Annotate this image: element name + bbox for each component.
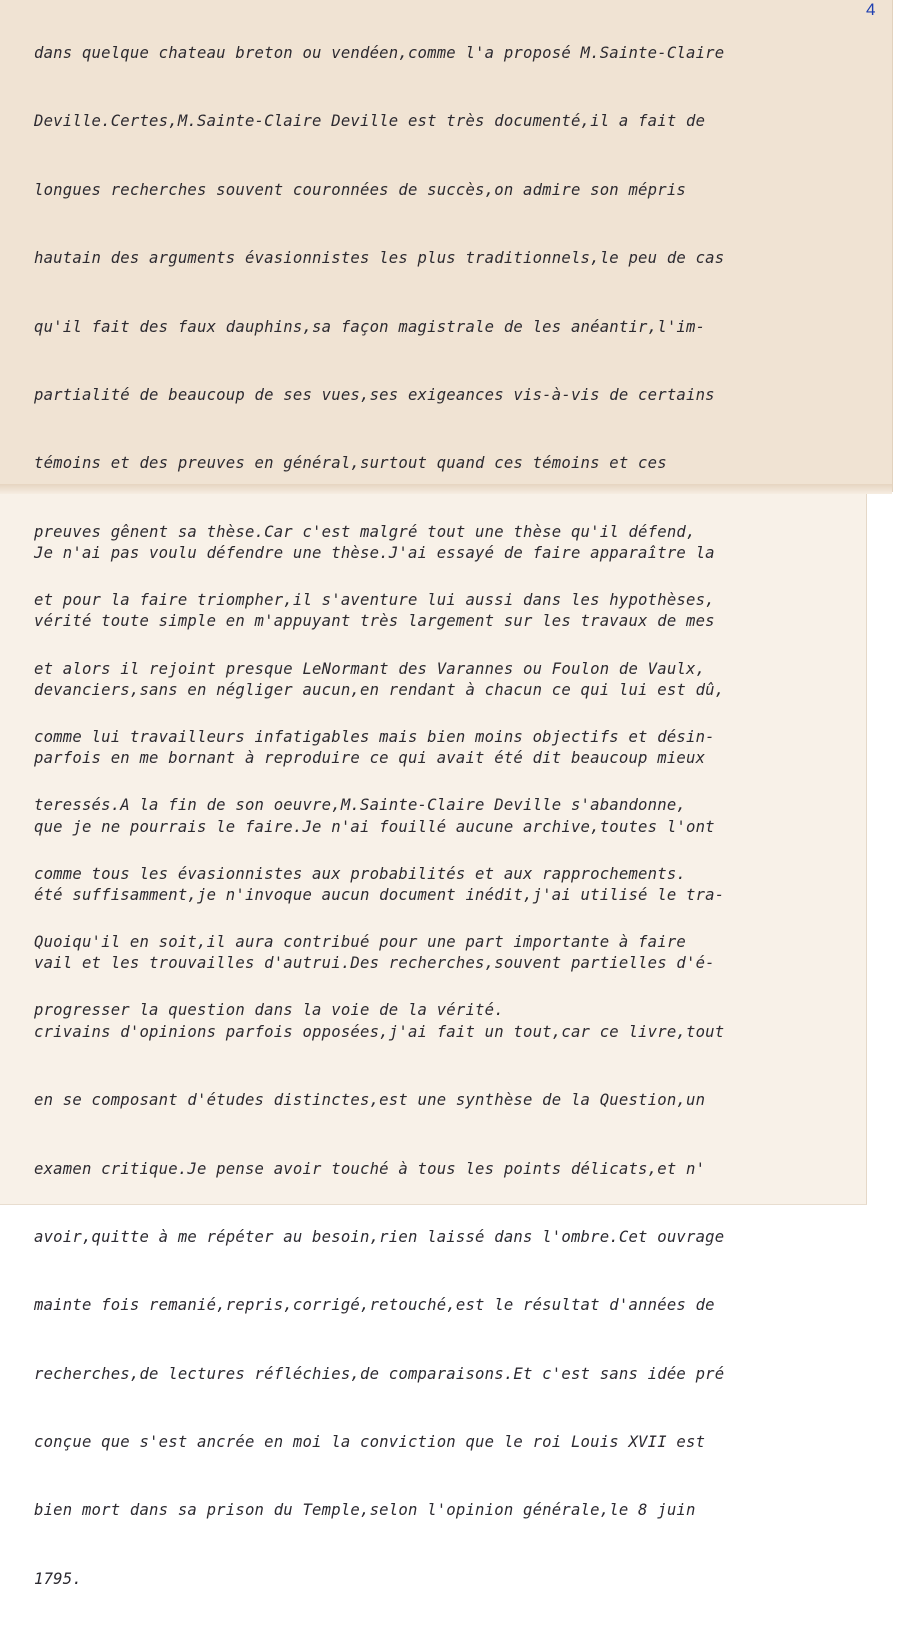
text-line: 1795. [34,1569,82,1588]
text-line: témoins et des preuves en général,surtout quand ces témoins et ces [34,454,667,473]
text-line: Je n'ai pas voulu défendre une thèse.J'ai essayé de faire apparaître la [34,544,715,562]
text-line: avoir,quitte à me répéter au besoin,rien laissé dans l'ombre.Cet ouvrage [34,1227,725,1246]
text-line: parfois en me bornant à reproduire ce qui avait été dit beaucoup mieux [34,749,706,768]
text-line: hautain des arguments évasionnistes les plus traditionnels,le peu de cas [34,249,725,268]
text-line: en se composant d'études distinctes,est une synthèse de la Question,un [34,1091,706,1110]
text-line: et alors il rejoint presque LeNormant des Varannes ou Foulon de Vaulx, [34,659,706,678]
text-line: devanciers,sans en négliger aucun,en rendant à chacun ce qui lui est dû, [34,680,725,699]
text-line: été suffisamment,je n'invoque aucun document inédit,j'ai utilisé le tra- [34,885,725,904]
text-line: teressés.A la fin de son oeuvre,M.Sainte-Claire Deville s'abandonne, [34,796,686,815]
text-line: recherches,de lectures réfléchies,de comparaisons.Et c'est sans idée pré [34,1364,725,1383]
text-line: mainte fois remanié,repris,corrigé,retouché,est le résultat d'années de [34,1296,715,1315]
page-number: 4 [866,0,876,19]
text-line: conçue que s'est ancrée en moi la conviction que le roi Louis XVII est [34,1433,706,1452]
text-line: qu'il fait des faux dauphins,sa façon magistrale de les anéantir,l'im- [34,317,706,336]
text-line: et pour la faire triompher,il s'aventure lui aussi dans les hypothèses, [34,591,715,610]
paragraph-bottom [34,501,724,1631]
text-line: crivains d'opinions parfois opposées,j'ai fait un tout,car ce livre,tout [34,1022,725,1041]
text-line: Deville.Certes,M.Sainte-Claire Deville est très documenté,il a fait de [34,112,706,131]
text-line: progresser la question dans la voie de la vérité. [34,1001,504,1020]
text-line: que je ne pourrais le faire.Je n'ai fouillé aucune archive,toutes l'ont [34,817,715,836]
text-line: comme lui travailleurs infatigables mais bien moins objectifs et désin- [34,727,715,746]
text-line: comme tous les évasionnistes aux probabilités et aux rapprochements. [34,864,686,883]
text-line: vail et les trouvailles d'autrui.Des recherches,souvent partielles d'é- [34,954,715,973]
text-line: examen critique.Je pense avoir touché à tous les points délicats,et n' [34,1159,706,1178]
text-line: preuves gênent sa thèse.Car c'est malgré tout une thèse qu'il défend, [34,522,696,541]
text-line: longues recherches souvent couronnées de succès,on admire son mépris [34,180,686,199]
text-line: partialité de beaucoup de ses vues,ses exigeances vis-à-vis de certains [34,385,715,404]
text-line: vérité toute simple en m'appuyant très largement sur les travaux de mes [34,612,715,631]
text-line: Quoiqu'il en soit,il aura contribué pour une part importante à faire [34,933,686,952]
text-line: dans quelque chateau breton ou vendéen,comme l'a proposé M.Sainte-Claire [34,44,725,62]
text-line: bien mort dans sa prison du Temple,selon l'opinion générale,le 8 juin [34,1501,696,1520]
